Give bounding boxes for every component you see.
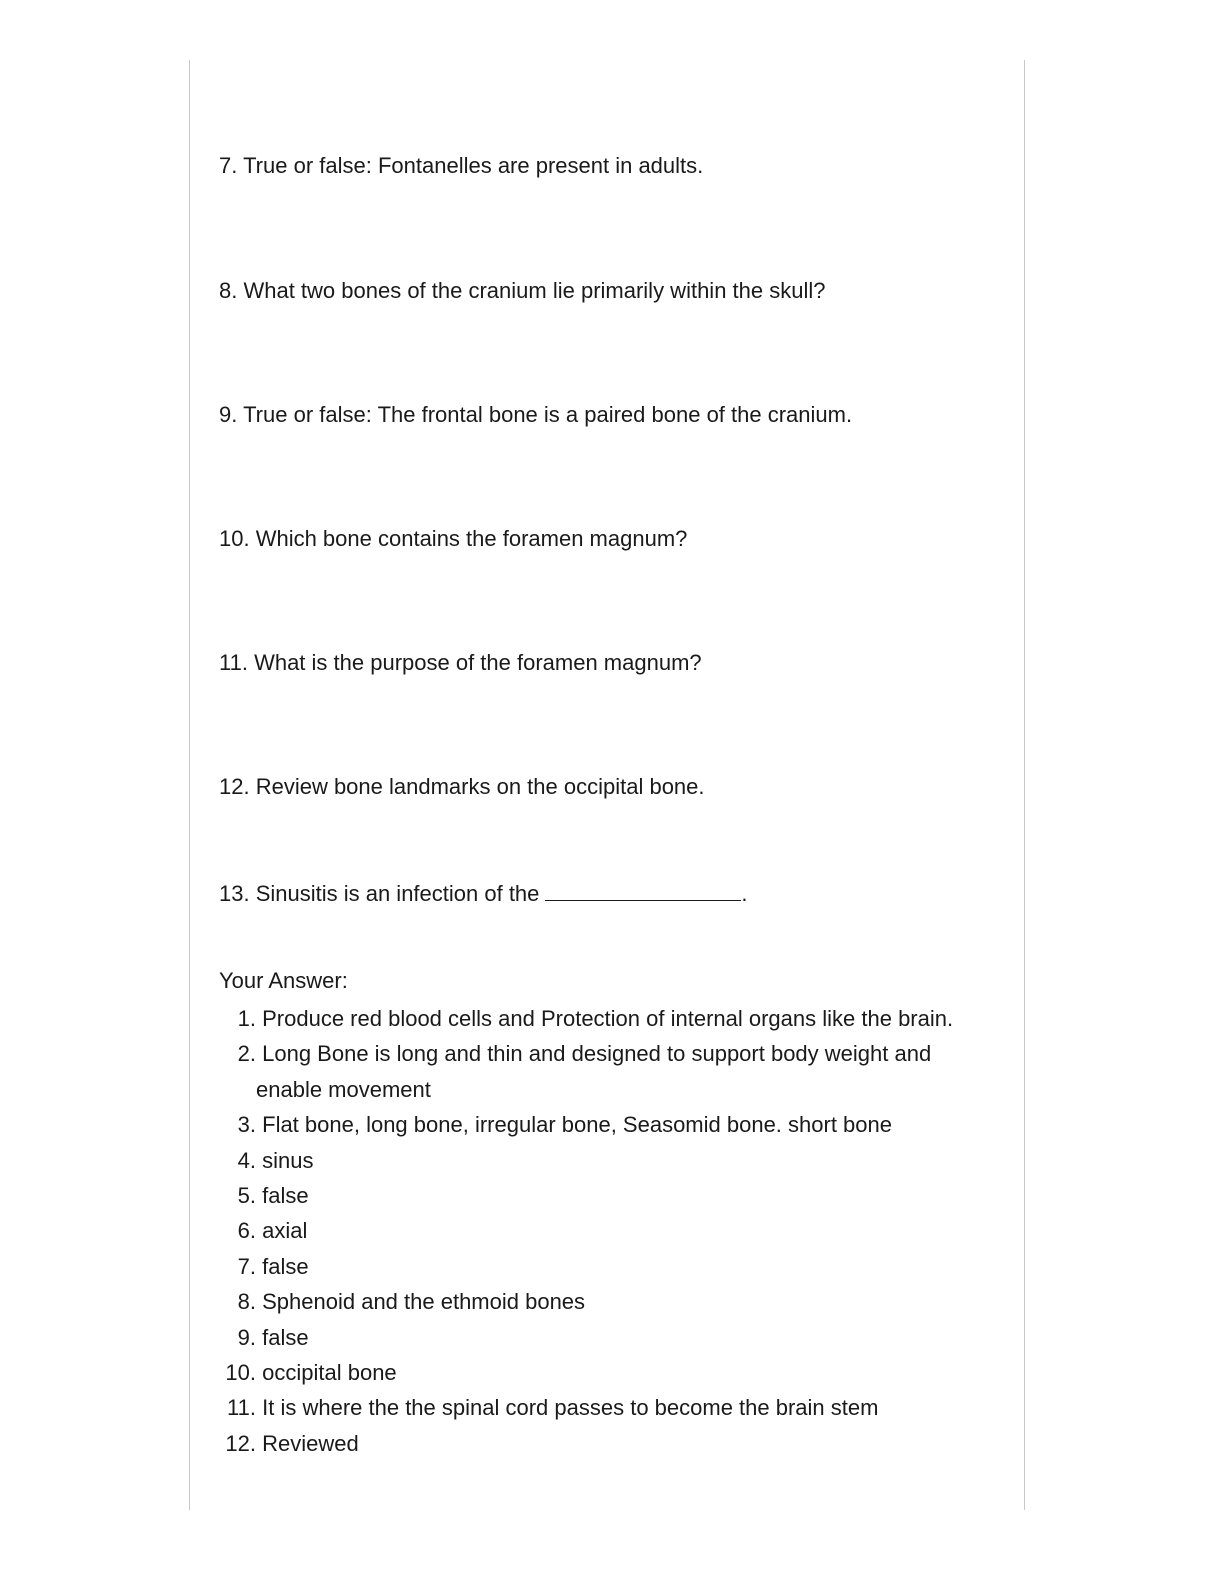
answer-text: false	[262, 1324, 309, 1350]
answer-item	[219, 1355, 989, 1390]
left-margin-rule	[189, 60, 190, 1510]
answer-number: 9.	[237, 1324, 256, 1350]
answer-item	[219, 1107, 989, 1142]
question-7: 7. True or false: Fontanelles are present in adults.	[219, 153, 704, 178]
answer-item	[219, 1178, 989, 1213]
answer-item	[219, 1249, 989, 1284]
answer-text: Long Bone is long and thin and designed to support body weight and enable movement	[256, 1041, 932, 1102]
answer-number: 2.	[237, 1041, 256, 1067]
answer-item	[219, 1001, 989, 1036]
answer-number: 1.	[237, 1006, 256, 1031]
answer-item	[219, 1426, 989, 1461]
answer-text: false	[262, 1183, 309, 1209]
answer-number: 3.	[237, 1112, 256, 1138]
question-10: 10. Which bone contains the foramen magnum?	[219, 526, 688, 551]
question-9: 9. True or false: The frontal bone is a paired bone of the cranium.	[219, 402, 853, 427]
answer-text: Flat bone, long bone, irregular bone, Seasomid bone. short bone	[262, 1112, 892, 1138]
question-13	[219, 881, 748, 907]
answer-list	[219, 1001, 989, 1461]
question-13-suffix: .	[741, 881, 748, 906]
answer-text: axial	[262, 1218, 308, 1244]
question-12: 12. Review bone landmarks on the occipital bone.	[219, 774, 705, 799]
question-8: 8. What two bones of the cranium lie primarily within the skull?	[219, 278, 826, 303]
answer-text: Sphenoid and the ethmoid bones	[262, 1289, 586, 1315]
answer-number: 12.	[225, 1430, 256, 1456]
question-11: 11. What is the purpose of the foramen magnum?	[219, 650, 702, 675]
answer-number: 11.	[227, 1395, 256, 1421]
answer-number: 5.	[237, 1183, 256, 1209]
answer-text: sinus	[262, 1147, 314, 1173]
answer-item	[219, 1036, 989, 1107]
answer-item	[219, 1143, 989, 1178]
fill-in-blank	[545, 882, 741, 901]
question-13-text: 13. Sinusitis is an infection of the	[219, 881, 540, 906]
answer-number: 7.	[237, 1253, 256, 1279]
answer-text: false	[262, 1253, 309, 1279]
answer-heading: Your Answer:	[219, 968, 348, 993]
answer-number: 4.	[237, 1147, 256, 1173]
answer-number: 8.	[237, 1289, 256, 1315]
answer-item	[219, 1284, 989, 1319]
answer-text: occipital bone	[262, 1360, 397, 1386]
answer-number: 10.	[225, 1360, 256, 1386]
right-margin-rule	[1024, 60, 1025, 1510]
answer-item	[219, 1320, 989, 1355]
answer-text: It is where the the spinal cord passes to become the brain stem	[262, 1395, 879, 1421]
answer-number: 6.	[237, 1218, 256, 1244]
answer-text: Reviewed	[262, 1430, 359, 1456]
answer-item	[219, 1390, 989, 1425]
answer-item	[219, 1213, 989, 1248]
answer-text: Produce red blood cells and Protection of internal organs like the brain.	[262, 1006, 954, 1031]
